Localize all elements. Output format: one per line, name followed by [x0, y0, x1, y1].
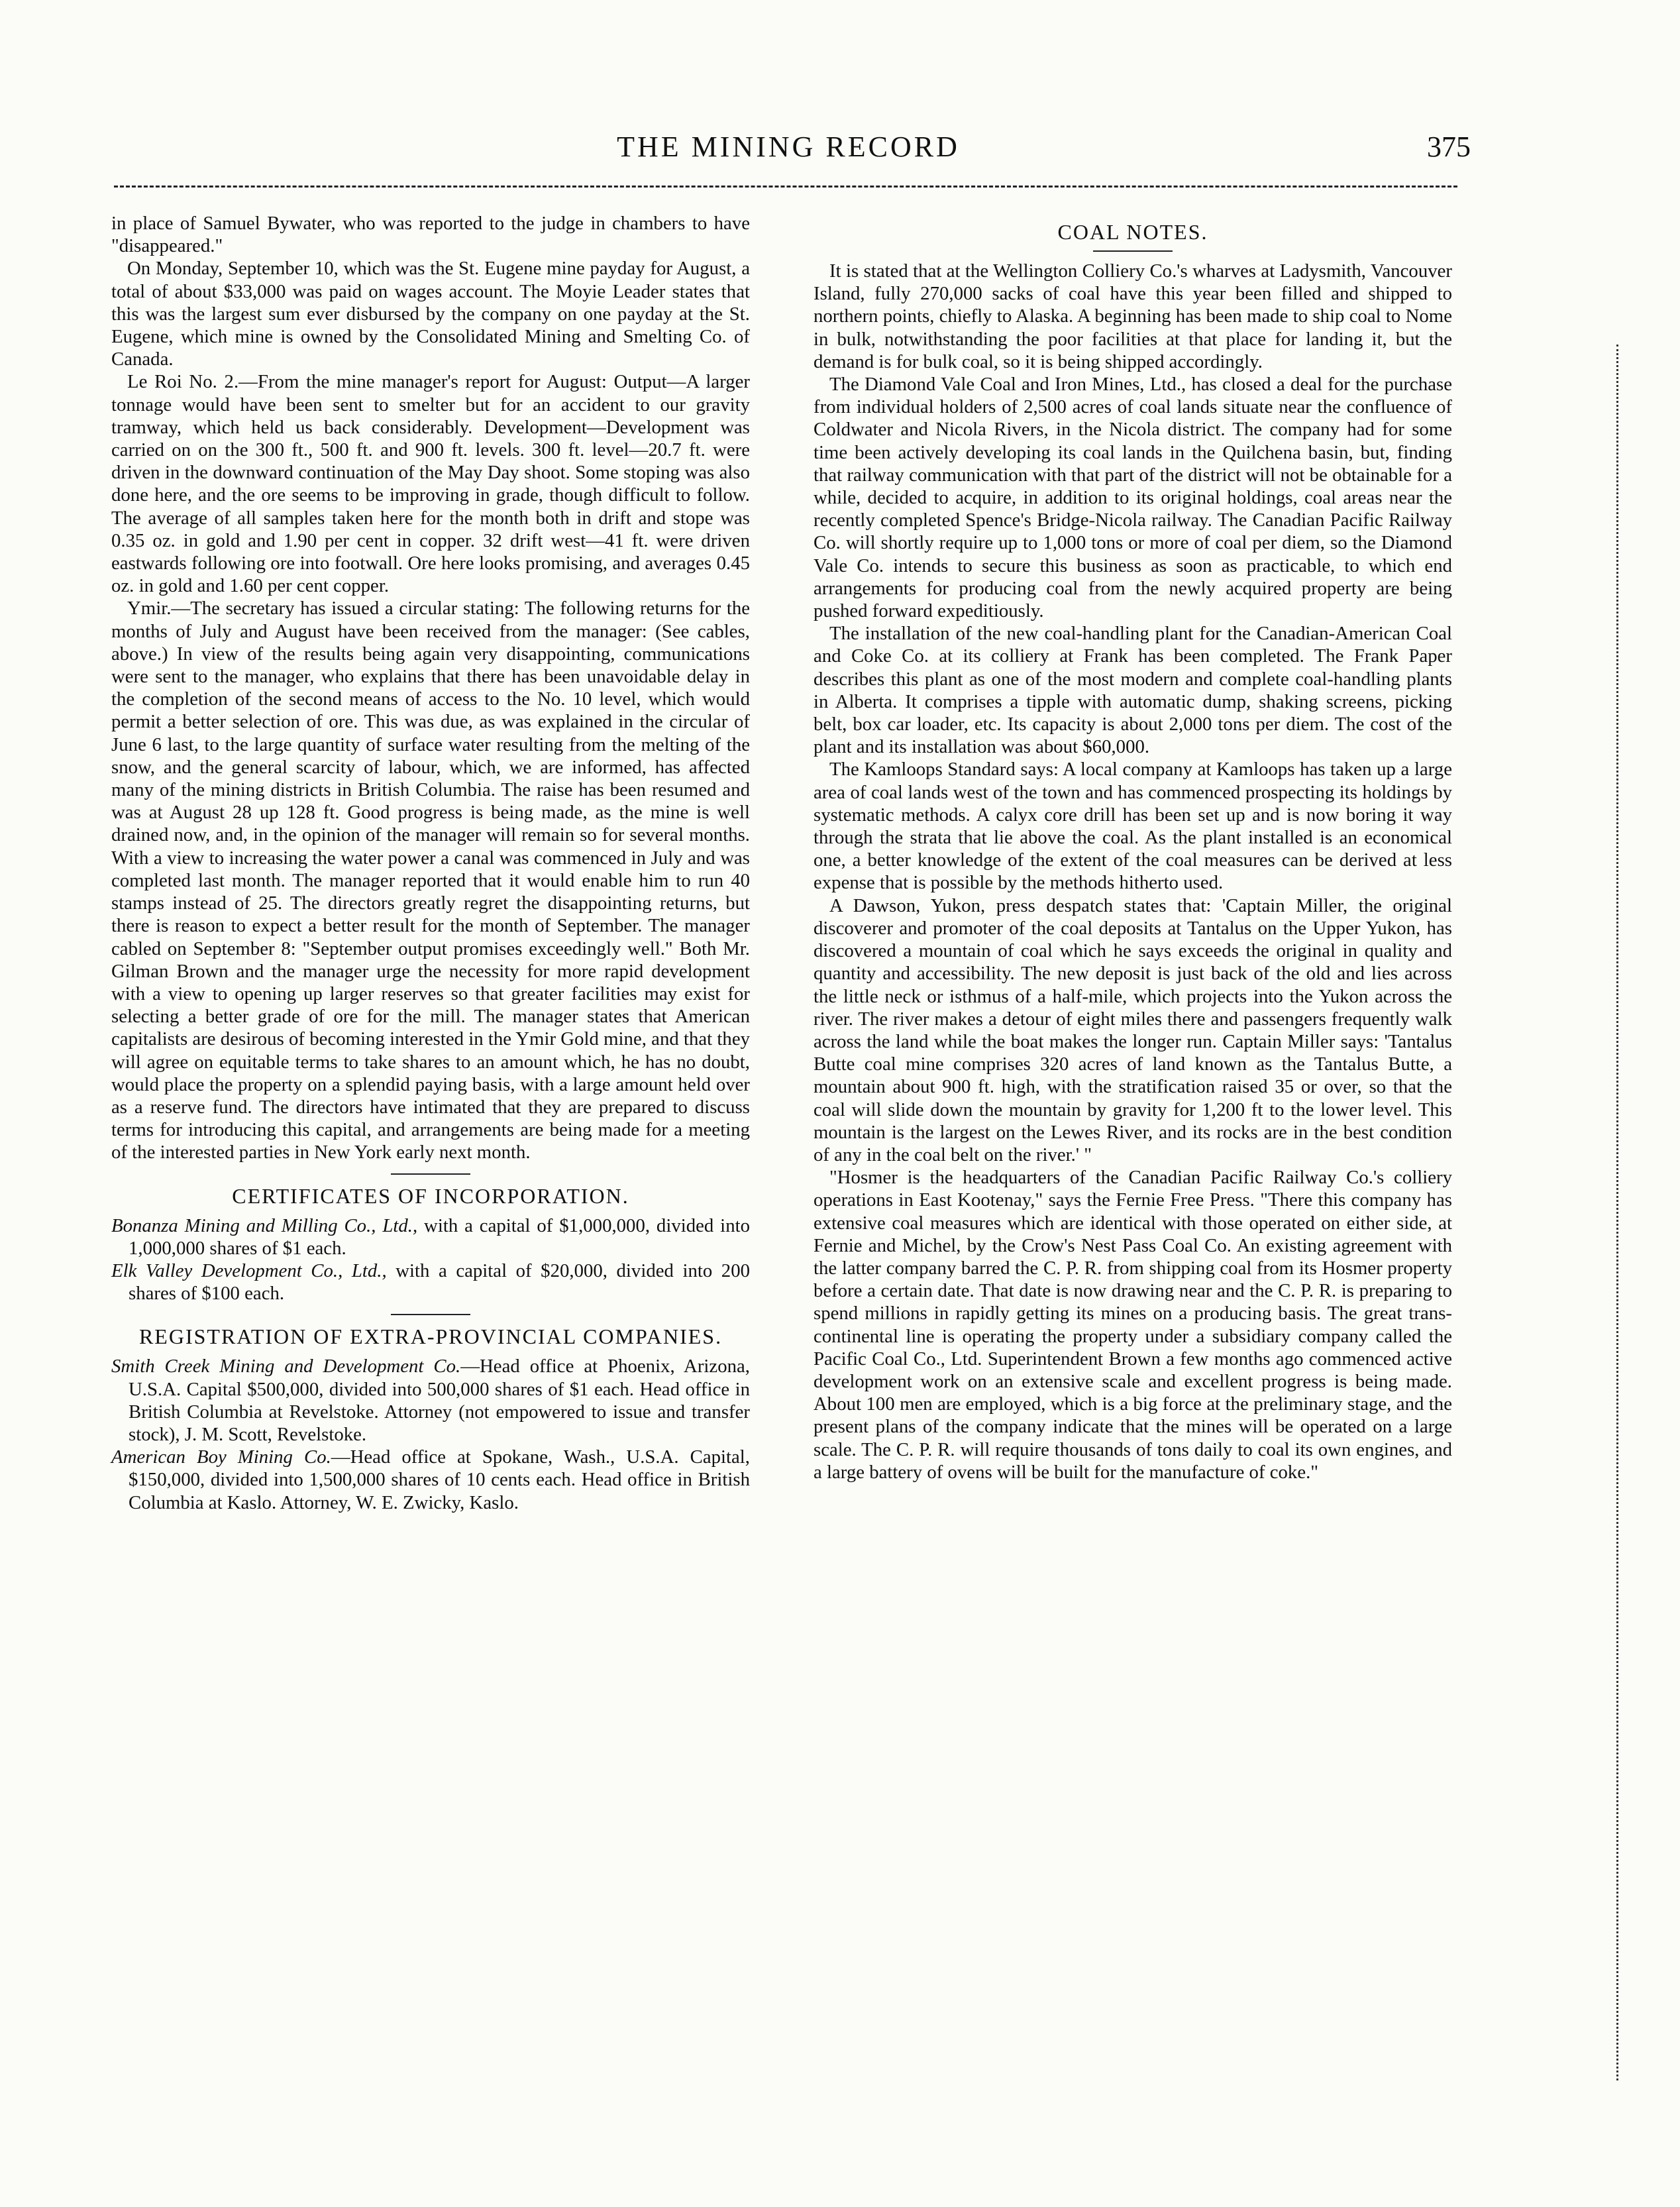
registration-entry — [111, 1355, 750, 1446]
right-column — [814, 212, 1452, 1483]
company-name: Bonanza Mining and Milling Co., Ltd., — [111, 1214, 418, 1236]
certificate-entry — [111, 1260, 750, 1305]
paragraph: in place of Samuel Bywater, who was reported to the judge in chambers to have "disappeared." — [111, 213, 750, 257]
scan-edge-mark — [1616, 345, 1628, 2080]
registration-entry — [111, 1446, 750, 1514]
paragraph: On Monday, September 10, which was the St. Eugene mine payday for August, a total of about $33,000 was paid on wages account. The Moyie Leader states that this was the largest sum ever disbursed by the company on one payday at the St. Eugene, which mine is owned by the Consolidated Mining and Smelting Co. of Canada. — [111, 258, 750, 370]
section-separator — [391, 1173, 470, 1175]
certificate-entry — [111, 1214, 750, 1260]
paragraph: It is stated that at the Wellington Colliery Co.'s wharves at Ladysmith, Vancouver Island, fully 270,000 sacks of coal have this year been filled and shipped to northern points, chiefly to Alaska. A beginning has been made to ship coal to Nome in bulk, notwithstanding the poor facilities at that place for landing it, but the demand is for bulk coal, so it is being shipped accordingly. — [814, 260, 1452, 372]
company-name: American Boy Mining Co. — [111, 1446, 331, 1468]
entry-text: with a capital of $20,000, divided into 200 shares of $100 each. — [129, 1260, 750, 1305]
paragraph: A Dawson, Yukon, press despatch states that: 'Captain Miller, the original discoverer and promoter of the coal deposits at Tantalus on the Upper Yukon, has discovered a mountain of coal which he says exceeds the original in quality and quantity and accessibility. The new deposit is just back of the old and lies across the little neck or isthmus of a half-mile, which projects into the Yukon across the river. The river makes a detour of eight miles there and passengers frequently walk across the land while the boat makes the longer run. Captain Miller says: 'Tantalus Butte coal mine comprises 320 acres of land known as the Tantalus Butte, a mountain about 900 ft. high, with the stratification raised 35 or over, so that the coal will slide down the mountain by gravity for 1,200 ft to the lower level. This mountain is the largest on the Lewes River, and its rocks are in the best condition of any in the coal belt on the river.' " — [814, 894, 1452, 1165]
left-column — [111, 212, 750, 1514]
paragraph: The Kamloops Standard says: A local company at Kamloops has taken up a large area of coal lands west of the town and has commenced prospecting its holdings by systematic methods. A calyx core drill has been set up and is now boring it way through the strata that lie above the coal. As the plant installed is an economical one, a better knowledge of the extent of the coal measures can be derived at less expense that is possible by the methods hitherto used. — [814, 759, 1452, 894]
section-separator — [391, 1314, 470, 1315]
paragraph: The installation of the new coal-handling plant for the Canadian-American Coal and Coke Co. at its colliery at Frank has been completed. The Frank Paper describes this plant as one of the most modern and complete coal-handling plants in Alberta. It comprises a tipple with automatic dump, shaking screens, picking belt, box car loader, etc. Its capacity is about 2,000 tons per diem. The cost of the plant and its installation was about $60,000. — [814, 623, 1452, 758]
section-separator — [1093, 250, 1173, 252]
page-number: 375 — [1427, 131, 1471, 163]
company-name: Elk Valley Development Co., Ltd., — [111, 1260, 387, 1281]
paragraph: "Hosmer is the headquarters of the Canadian Pacific Railway Co.'s colliery operations in East Kootenay," says the Fernie Free Press. "There this company has extensive coal measures which are identical with those operated on either side, at Fernie and Michel, by the Crow's Nest Pass Coal Co. An existing agreement with the latter company barred the C. P. R. from shipping coal from its Hosmer property before a certain date. That date is now drawing near and the C. P. R. is preparing to spend millions in rapidly getting its mines on a producing basis. The great trans-continental line is operating the property under a subsidiary company called the Pacific Coal Co., Ltd. Superintendent Brown a few months ago commenced active development work on an extensive scale and excellent progress is being made. About 100 men are employed, which is a big force at the preliminary stage, and the present plans of the company indicate that the mines will be operated on a large scale. The C. P. R. will require thousands of tons daily to coal its own engines, and a large battery of ovens will be built for the manufacture of coke." — [814, 1167, 1452, 1483]
paragraph: The Diamond Vale Coal and Iron Mines, Ltd., has closed a deal for the purchase from individual holders of 2,500 acres of coal lands situate near the confluence of Coldwater and Nicola Rivers, in the Nicola district. The company had for some time been actively developing its coal lands in the Quilchena basin, but, finding that railway communication with that part of the district will not be obtainable for a while, decided to acquire, in addition to its original holdings, coal areas near the recently completed Spence's Bridge-Nicola railway. The Canadian Pacific Railway Co. will shortly require up to 1,000 tons or more of coal per diem, so the Diamond Vale Co. intends to secure this business as soon as practicable, to which end arrangements for producing coal from the newly acquired property are being pushed forward expeditiously. — [814, 374, 1452, 622]
paragraph: Ymir.—The secretary has issued a circular stating: The following returns for the months of July and August have been received from the manager: (See cables, above.) In view of the results being again very disappointing, communications were sent to the manager, who explains that there has been unavoidable delay in the completion of the second means of access to the No. 10 level, which would permit a better selection of ore. This was due, as was explained in the circular of June 6 last, to the large quantity of surface water resulting from the melting of the snow, and the general scarcity of labour, which, we are informed, has affected many of the mining districts in British Columbia. The raise has been resumed and was at August 28 up 128 ft. Good progress is being made, as the mine is well drained now, and, in the opinion of the manager will remain so for several months. With a view to increasing the water power a canal was commenced in July and was completed last month. The manager reported that it would enable him to run 40 stamps instead of 25. The directors greatly regret the disappointing returns, but there is reason to expect a better result for the month of September. The manager cabled on September 8: "September output promises exceedingly well." Both Mr. Gilman Brown and the manager urge the necessity for more rapid development with a view to opening up larger reserves so that greater facilities may exist for selecting a better grade of ore for the mill. The manager states that American capitalists are desirous of becoming interested in the Ymir Gold mine, and that they will agree on equitable terms to take shares to an amount which, he has no doubt, would place the property on a splendid paying basis, with a large amount held over as a reserve fund. The directors have intimated that they are prepared to discuss terms for introducing this capital, and arrangements are being made for a meeting of the interested parties in New York early next month. — [111, 598, 750, 1163]
section-heading-registration: REGISTRATION OF EXTRA-PROVINCIAL COMPANIES. — [138, 1324, 723, 1349]
header-rule — [114, 186, 1457, 188]
running-title: THE MINING RECORD — [617, 131, 960, 163]
entry-text: —Head office at Phoenix, Arizona, U.S.A. Capital $500,000, divided into 500,000 shares of $1 each. Head office in British Columbia at Revelstoke. Attorney (not empowered to issue and transfer stock), J. M. Scott, Revelstoke. — [129, 1356, 750, 1445]
paragraph: Le Roi No. 2.—From the mine manager's report for August: Output—A larger tonnage would have been sent to smelter but for an accident to our gravity tramway, which held us back considerably. Development—Development was carried on on the 300 ft., 500 ft. and 900 ft. levels. 300 ft. level—20.7 ft. were driven in the downward continuation of the May Day shoot. Some stoping was also done here, and the ore seems to be improving in grade, though difficult to follow. The average of all samples taken here for the month both in drift and stope was 0.35 oz. in gold and 1.90 per cent in copper. 32 drift west—41 ft. were driven eastwards following ore into footwall. Ore here looks promising, and averages 0.45 oz. in gold and 1.60 per cent copper. — [111, 371, 750, 597]
entry-text: —Head office at Spokane, Wash., U.S.A. Capital, $150,000, divided into 1,500,000 shares of 10 cents each. Head office in British Columbia at Kaslo. Attorney, W. E. Zwicky, Kaslo. — [129, 1446, 750, 1513]
section-heading-coal-notes: COAL NOTES. — [1057, 220, 1208, 244]
company-name: Smith Creek Mining and Development Co. — [111, 1356, 461, 1377]
section-heading-certificates: CERTIFICATES OF INCORPORATION. — [232, 1183, 629, 1208]
entry-text: with a capital of $1,000,000, divided into 1,000,000 shares of $1 each. — [129, 1214, 750, 1259]
page-header — [106, 130, 1471, 170]
